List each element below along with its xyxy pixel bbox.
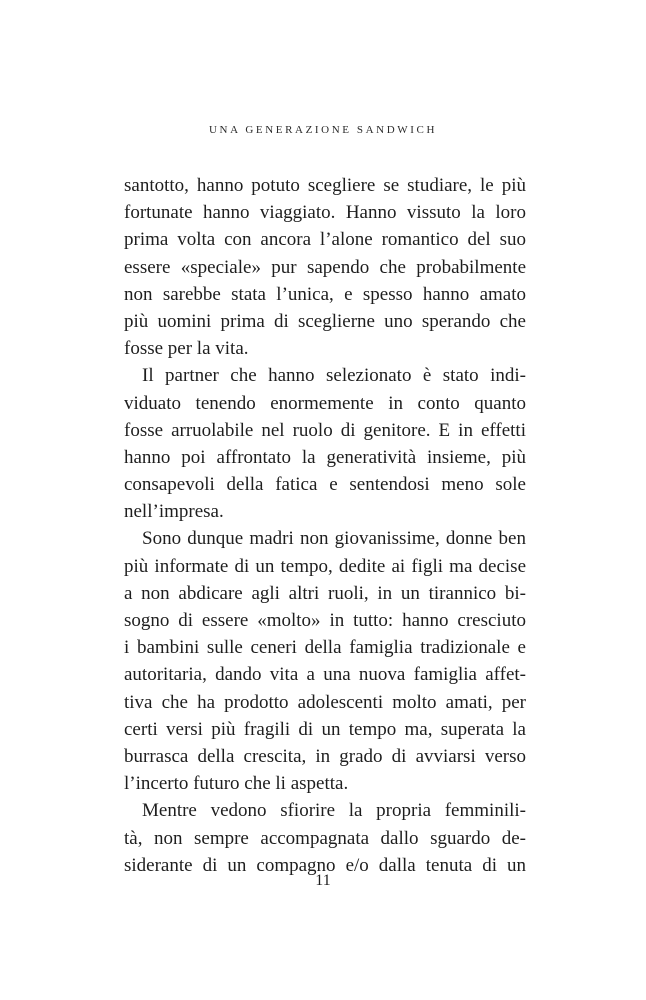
text-line: i bambini sulle ceneri della famiglia tradizionale e <box>124 637 526 659</box>
text-line: Il partner che hanno selezionato è stato indi- <box>142 365 526 387</box>
text-line: non sarebbe stata l’unica, e spesso hanno amato <box>124 283 526 305</box>
text-line: a non abdicare agli altri ruoli, in un tirannico bi- <box>124 582 526 604</box>
text-line: viduato tenendo enormemente in conto quanto <box>124 392 526 414</box>
text-line: Mentre vedono sfiorire la propria femminili- <box>142 800 526 822</box>
text-line: fosse arruolabile nel ruolo di genitore. E in effetti <box>124 419 526 441</box>
text-line: siderante di un compagno e/o dalla tenuta di un <box>124 854 526 876</box>
text-line: l’incerto futuro che li aspetta. <box>124 773 349 795</box>
text-line: fosse per la vita. <box>124 338 249 360</box>
text-line: hanno poi affrontato la generatività insieme, più <box>124 446 526 468</box>
text-line: burrasca della crescita, in grado di avviarsi verso <box>124 745 526 767</box>
page-number: 11 <box>315 872 331 889</box>
text-line: tiva che ha prodotto adolescenti molto amati, per <box>124 691 526 713</box>
text-line: fortunate hanno viaggiato. Hanno vissuto la loro <box>124 202 526 224</box>
text-line: certi versi più fragili di un tempo ma, superata la <box>124 718 526 740</box>
running-head: UNA GENERAZIONE SANDWICH <box>209 124 437 136</box>
text-line: autoritaria, dando vita a una nuova famiglia affet- <box>124 664 526 686</box>
text-line: essere «speciale» pur sapendo che probabilmente <box>124 256 526 278</box>
text-line: nell’impresa. <box>124 501 224 523</box>
text-line: Sono dunque madri non giovanissime, donne ben <box>142 528 526 550</box>
text-line: tà, non sempre accompagnata dallo sguardo de- <box>124 827 526 849</box>
text-line: sogno di essere «molto» in tutto: hanno cresciuto <box>124 610 526 631</box>
text-line: più uomini prima di sceglierne uno sperando che <box>124 310 526 332</box>
text-line: consapevoli della fatica e sentendosi meno sole <box>124 474 526 496</box>
text-line: santotto, hanno potuto scegliere se studiare, le più <box>124 175 526 196</box>
text-line: prima volta con ancora l’alone romantico del suo <box>124 229 526 251</box>
body-text <box>124 172 526 879</box>
text-line: più informate di un tempo, dedite ai figli ma decise <box>124 555 526 577</box>
